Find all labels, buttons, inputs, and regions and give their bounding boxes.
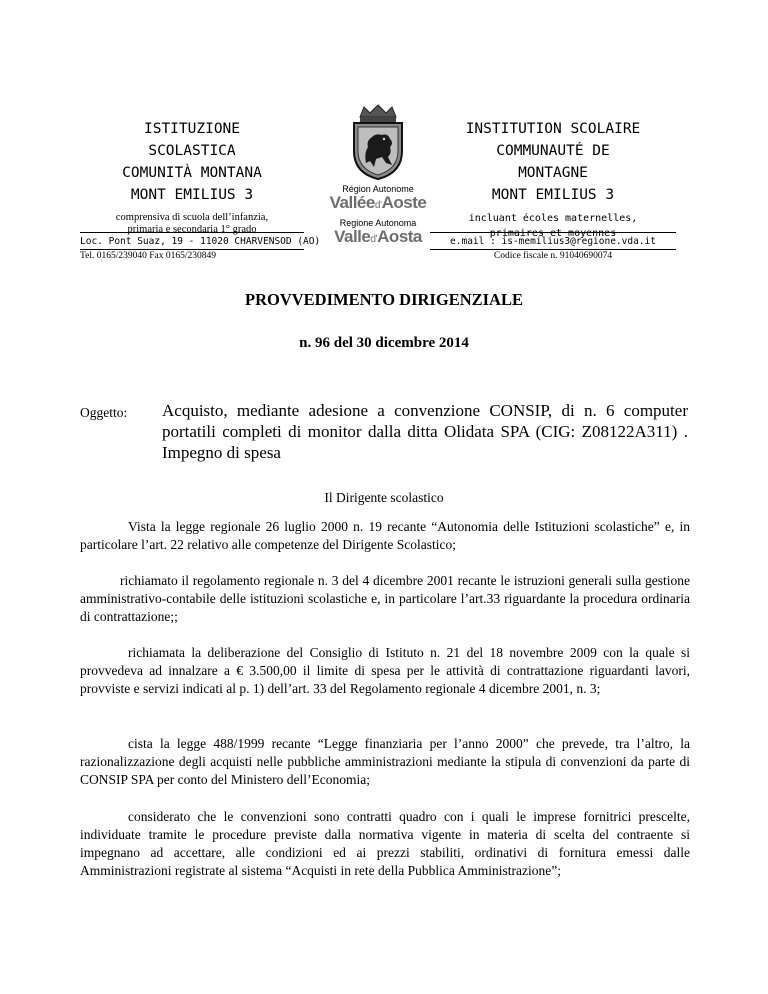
institution-subtitle-fr-line-2: primaires et moyennes <box>489 228 617 239</box>
institution-name-it-line-4: MONT EMILIUS 3 <box>130 187 254 203</box>
institution-fiscal-code: Codice fiscale n. 91040690074 <box>430 249 676 261</box>
institution-name-fr-line-2: COMMUNAUTÉ DE <box>496 143 610 159</box>
subject-label: Oggetto: <box>80 405 128 420</box>
paragraph-4: cista la legge 488/1999 recante “Legge finanziaria per l’anno 2000” che prevede, tra l’altro, la razionalizzazione degli acquisti nelle pubbliche amministrazioni mediante la stipula di convenzioni da parte di CONSIP SPA per conto del Ministero dell’Economia; <box>80 736 690 787</box>
logo-text-it-small: Regione Autonoma <box>339 218 417 228</box>
document-title: PROVVEDIMENTO DIRIGENZIALE <box>245 290 523 309</box>
institution-name-fr-line-4: MONT EMILIUS 3 <box>491 187 615 203</box>
institution-subtitle-it-line-2: primaria e secondaria 1° grado <box>127 224 257 235</box>
institution-name-it-line-3: COMUNITÀ MONTANA <box>122 165 262 181</box>
header-italian <box>80 118 304 236</box>
paragraph-3: richiamata la deliberazione del Consiglio di Istituto n. 21 del 18 novembre 2009 con la quale si provvedeva ad innalzare a € 3.500,00 il limite di spesa per le attività di contrattazione riguardanti lavori, provviste e servizi indicati al p. 1) dell’art. 33 del Regolamento regionale 4 dicembre 2001, n. 3; <box>80 645 690 696</box>
header-french <box>430 118 676 241</box>
header-rule-left <box>80 232 304 233</box>
logo-text-fr-small: Région Autonome <box>342 184 414 194</box>
institution-name-fr-line-3: MONTAGNE <box>518 165 588 181</box>
paragraph-2: richiamato il regolamento regionale n. 3 del 4 dicembre 2001 recante le istruzioni generali sulla gestione amministrativo-contabile delle istituzioni scolastiche e, in particolare l’art.33 riguardante la procedura ordinaria di contrattazione;; <box>80 573 690 624</box>
subject-text: Acquisto, mediante adesione a convenzione CONSIP, di n. 6 computer portatili completi di monitor dalla ditta Olidata SPA (CIG: Z08122A311) . Impegno di spesa <box>162 401 688 462</box>
region-logo <box>322 103 434 271</box>
document-number-date: n. 96 del 30 dicembre 2014 <box>299 335 469 351</box>
institution-subtitle-fr-line-1: incluant écoles maternelles, <box>468 213 638 224</box>
institution-subtitle-it-line-1: comprensiva di scuola dell’infanzia, <box>115 212 269 223</box>
signatory-heading: Il Dirigente scolastico <box>324 490 444 505</box>
lion-shield-crown-icon <box>346 103 410 181</box>
institution-address: Loc. Pont Suaz, 19 - 11020 CHARVENSOD (AO) <box>80 236 321 247</box>
header-rule-right <box>430 232 676 233</box>
logo-text-fr-big: Valléed’Aoste <box>329 193 427 212</box>
institution-name-fr-line-1: INSTITUTION SCOLAIRE <box>465 121 641 137</box>
paragraph-1: Vista la legge regionale 26 luglio 2000 n. 19 recante “Autonomia delle Istituzioni scolastiche” e, in particolare l’art. 22 relativo alle competenze del Dirigente Scolastico; <box>80 519 690 552</box>
institution-name-it-line-1: ISTITUZIONE <box>143 121 241 137</box>
institution-phone-fax: Tel. 0165/239040 Fax 0165/230849 <box>80 249 304 261</box>
logo-text-it-big: Valled’Aosta <box>334 227 422 246</box>
institution-email[interactable]: e.mail : is-memilius3@regione.vda.it <box>450 236 656 247</box>
institution-name-it-line-2: SCOLASTICA <box>148 143 236 159</box>
paragraph-5: considerato che le convenzioni sono contratti quadro con i quali le imprese fornitrici prescelte, individuate tramite le procedure previste dalla normativa vigente in materia di scelta del contraente si impegnano ad accettare, alle condizioni ed ai prezzi stabiliti, ordinativi di fornitura emessi dalle Amministrazioni registrate al sistema “Acquisti in rete della Pubblica Amministrazione”; <box>80 809 690 878</box>
